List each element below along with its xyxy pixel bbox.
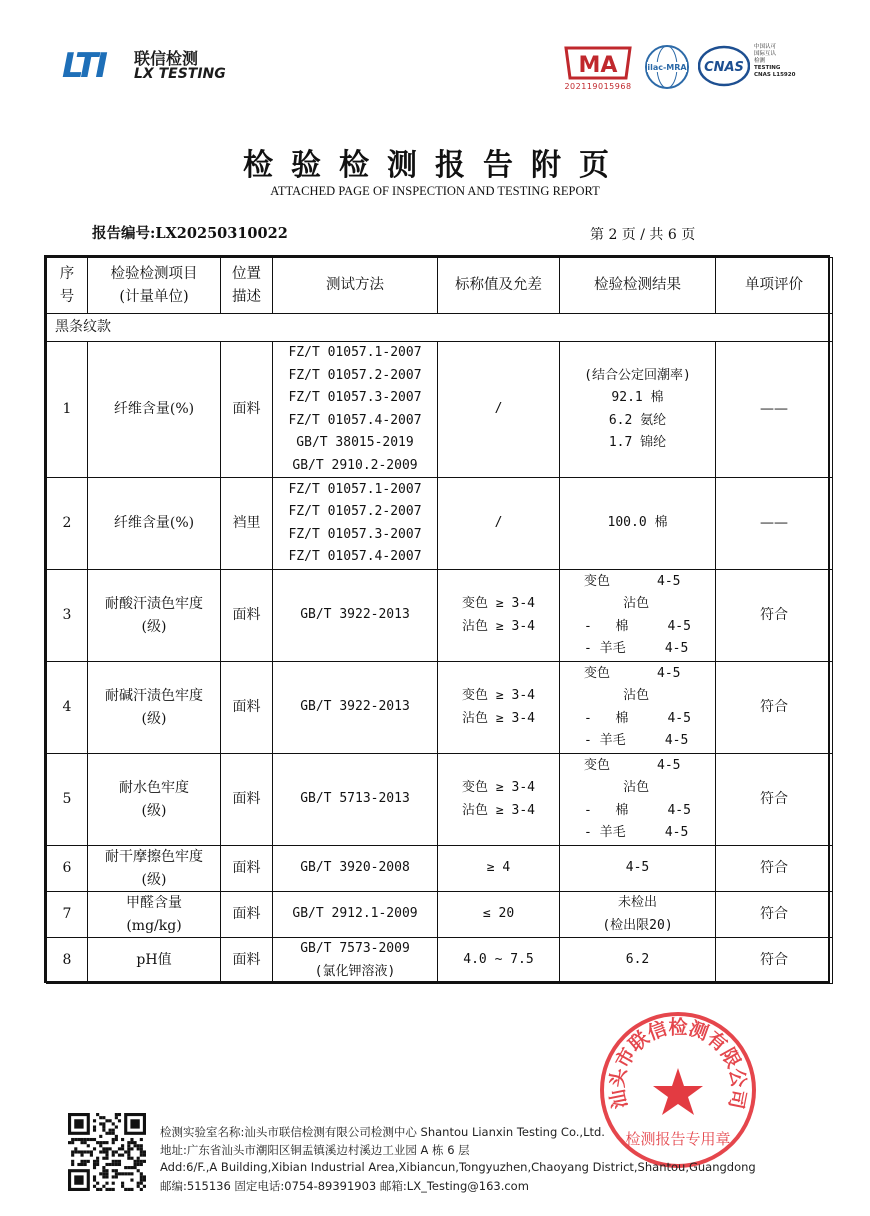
cell-nominal-line: 变色 ≥ 3-4 <box>462 688 535 703</box>
cell-result-line: 变色 4-5 <box>584 757 681 773</box>
table-row <box>47 892 833 938</box>
cell-item-line: (级) <box>141 710 167 727</box>
report-number <box>92 222 288 243</box>
cell-item <box>88 846 221 892</box>
cell-method-line: GB/T 7573-2009 <box>300 941 410 956</box>
cell-item-line: 耐酸汗渍色牢度 <box>105 596 203 612</box>
cell-result-line: - 羊毛 4-5 <box>584 825 689 840</box>
cell-no: 4 <box>47 662 88 754</box>
cell-method-line: FZ/T 01057.2-2007 <box>288 367 422 383</box>
footer-contact: 邮编:515136 固定电话:0754-89391903 邮箱:LX_Testing@163.com <box>160 1179 529 1193</box>
cell-method-line: FZ/T 01057.2-2007 <box>288 504 422 519</box>
cell-item <box>88 570 221 662</box>
cell-item-line: (级) <box>141 618 167 635</box>
cell-method <box>273 754 438 846</box>
cell-result <box>560 478 716 570</box>
cma-icon <box>560 44 636 82</box>
results-table <box>44 255 830 983</box>
cell-result-line: 92.1 棉 <box>611 390 664 405</box>
cell-nominal <box>438 754 560 846</box>
cell-position: 面料 <box>221 892 273 938</box>
cell-method-line: GB/T 2910.2-2009 <box>292 457 418 473</box>
cell-position: 面料 <box>221 342 273 478</box>
cell-eval: 符合 <box>716 570 833 662</box>
cnas-icon <box>698 44 750 88</box>
cell-method-line: GB/T 2912.1-2009 <box>292 906 418 922</box>
table-row <box>47 754 833 846</box>
cell-position: 面料 <box>221 938 273 984</box>
cell-result-line: (结合公定回潮率) <box>584 367 691 383</box>
cell-method-line: FZ/T 01057.3-2007 <box>288 526 422 542</box>
cell-method <box>273 342 438 478</box>
table-row <box>47 570 833 662</box>
official-seal <box>598 1010 758 1170</box>
svg-text:CNAS: CNAS <box>704 60 744 75</box>
cell-result <box>560 846 716 892</box>
footer-address-cn: 地址:广东省汕头市潮阳区铜盂镇溪边村溪边工业园 A 栋 6 层 <box>160 1143 470 1157</box>
cell-result <box>560 938 716 984</box>
cell-result-line: - 棉 4-5 <box>584 802 691 818</box>
cell-nominal <box>438 342 560 478</box>
qr-code <box>68 1113 146 1191</box>
cnas-line: 检测 <box>754 58 766 64</box>
group-label: 黑条纹款 <box>47 314 833 342</box>
cell-item <box>88 754 221 846</box>
page-number: 第 2 页 / 共 6 页 <box>590 227 696 243</box>
cell-position: 面料 <box>221 846 273 892</box>
cell-no: 5 <box>47 754 88 846</box>
cell-result-line: 6.2 <box>625 952 650 968</box>
cell-result-line: 1.7 锦纶 <box>608 435 667 450</box>
cell-item-line: 纤维含量(%) <box>113 401 195 418</box>
cell-nominal-line: 沾色 ≥ 3-4 <box>462 710 535 726</box>
report-number-value: LX20250310022 <box>155 225 288 242</box>
cell-method <box>273 846 438 892</box>
footer-lab-name: 检测实验室名称:汕头市联信检测有限公司检测中心 Shantou Lianxin Testing Co.,Ltd. <box>160 1125 605 1139</box>
cell-method-line: GB/T 3922-2013 <box>300 699 410 715</box>
table-row <box>47 342 833 478</box>
cell-nominal <box>438 892 560 938</box>
lx-testing-logo <box>62 44 232 86</box>
cell-result-line: 4-5 <box>625 860 650 876</box>
ilac-globe-icon <box>644 44 690 90</box>
lx-logo-name-cn: 联信检测 <box>134 49 199 68</box>
cell-item-line: (级) <box>141 871 167 888</box>
cell-no: 3 <box>47 570 88 662</box>
cell-item-line: 纤维含量(%) <box>113 515 195 532</box>
cell-item-line: 甲醛含量 <box>126 895 182 911</box>
table-header-row <box>47 258 833 314</box>
cell-item-line: 耐干摩擦色牢度 <box>105 849 203 865</box>
cell-result-line: 沾色 <box>584 688 650 703</box>
cell-eval: 符合 <box>716 846 833 892</box>
qr-code-icon <box>68 1113 146 1191</box>
col-header-no: 序 号 <box>47 258 88 314</box>
cnas-logo <box>698 44 750 88</box>
cell-result <box>560 662 716 754</box>
footer-address-en: Add:6/F.,A Building,Xibian Industrial Area,Xibiancun,Tongyuzhen,Chaoyang District,Shantou,Guangdong <box>160 1160 756 1174</box>
cell-method-line: GB/T 5713-2013 <box>300 791 410 807</box>
cell-nominal <box>438 846 560 892</box>
cell-nominal-line: 变色 ≥ 3-4 <box>462 780 535 795</box>
cell-position: 面料 <box>221 754 273 846</box>
cell-nominal <box>438 570 560 662</box>
cell-method-line: FZ/T 01057.4-2007 <box>288 412 422 428</box>
svg-text:汕头市联信检测有限公司: 汕头市联信检测有限公司 <box>606 1016 750 1111</box>
cell-eval: —— <box>716 478 833 570</box>
cell-nominal-line: / <box>494 515 503 531</box>
table-row <box>47 938 833 984</box>
cell-result-line: 变色 4-5 <box>584 665 681 681</box>
cell-item-line: (mg/kg) <box>126 917 182 934</box>
cell-method-line: (氯化钾溶液) <box>314 963 396 979</box>
report-number-label: 报告编号: <box>92 225 156 242</box>
svg-text:MA: MA <box>578 53 618 78</box>
cell-result-line: 6.2 氨纶 <box>608 412 667 428</box>
cell-eval: —— <box>716 342 833 478</box>
cnas-line: TESTING <box>754 65 781 71</box>
table-row <box>47 846 833 892</box>
cell-item <box>88 478 221 570</box>
cell-result-line: - 棉 4-5 <box>584 710 691 726</box>
page-title: 检验检测报告附页 <box>243 148 627 183</box>
cell-item <box>88 938 221 984</box>
col-header-nominal: 标称值及允差 <box>438 258 560 314</box>
cell-item <box>88 342 221 478</box>
cell-eval: 符合 <box>716 754 833 846</box>
svg-text:检测报告专用章: 检测报告专用章 <box>625 1130 731 1148</box>
cell-no: 2 <box>47 478 88 570</box>
lx-logo-name-en: LX TESTING <box>134 66 226 82</box>
cell-nominal-line: 4.0 ~ 7.5 <box>463 952 534 968</box>
cell-nominal <box>438 662 560 754</box>
cell-nominal-line: ≤ 20 <box>482 906 515 922</box>
cma-logo <box>560 44 636 94</box>
cell-result-line: 100.0 棉 <box>607 515 668 531</box>
table-row <box>47 478 833 570</box>
cell-position: 面料 <box>221 662 273 754</box>
cma-number: 202119015968 <box>564 82 632 91</box>
cell-item <box>88 662 221 754</box>
cell-no: 7 <box>47 892 88 938</box>
cell-method-line: FZ/T 01057.1-2007 <box>288 481 422 497</box>
table-group-row <box>47 314 833 342</box>
cell-result-line: 沾色 <box>584 596 650 611</box>
cell-eval: 符合 <box>716 938 833 984</box>
lx-logo-mark: LTI <box>62 46 105 86</box>
cell-result <box>560 754 716 846</box>
col-header-position: 位置 描述 <box>221 258 273 314</box>
svg-text:ilac-MRA: ilac-MRA <box>647 63 687 72</box>
cell-result-line: - 羊毛 4-5 <box>584 641 689 656</box>
cell-result-line: - 棉 4-5 <box>584 618 691 634</box>
cell-result <box>560 342 716 478</box>
cell-method-line: FZ/T 01057.3-2007 <box>288 390 422 405</box>
page-subtitle: ATTACHED PAGE OF INSPECTION AND TESTING REPORT <box>270 184 600 198</box>
col-header-result: 检验检测结果 <box>560 258 716 314</box>
cell-nominal-line: / <box>494 401 503 417</box>
cell-item-line: pH值 <box>136 952 172 969</box>
cell-method-line: FZ/T 01057.1-2007 <box>288 345 422 360</box>
col-header-method: 测试方法 <box>273 258 438 314</box>
cell-method <box>273 662 438 754</box>
cell-nominal-line: 沾色 ≥ 3-4 <box>462 802 535 818</box>
cell-no: 6 <box>47 846 88 892</box>
cell-no: 8 <box>47 938 88 984</box>
cell-method-line: GB/T 3922-2013 <box>300 607 410 623</box>
cell-result-line: 沾色 <box>584 780 650 795</box>
cell-result-line: (检出限20) <box>602 917 673 933</box>
cell-result-line: 变色 4-5 <box>584 573 681 589</box>
col-header-eval: 单项评价 <box>716 258 833 314</box>
seal-stamp-icon <box>598 1010 758 1170</box>
cnas-line: CNAS L15920 <box>754 72 796 78</box>
cell-position: 面料 <box>221 570 273 662</box>
cell-nominal <box>438 938 560 984</box>
cell-result-line: 未检出 <box>617 895 657 910</box>
cell-position: 裆里 <box>221 478 273 570</box>
cell-method-line: FZ/T 01057.4-2007 <box>288 549 422 564</box>
cell-no: 1 <box>47 342 88 478</box>
cell-method-line: GB/T 3920-2008 <box>300 860 410 876</box>
cell-result <box>560 570 716 662</box>
cell-eval: 符合 <box>716 662 833 754</box>
cell-nominal-line: ≥ 4 <box>486 860 511 876</box>
cell-result <box>560 892 716 938</box>
cell-method <box>273 892 438 938</box>
cell-result-line: - 羊毛 4-5 <box>584 733 689 748</box>
cell-nominal-line: 沾色 ≥ 3-4 <box>462 618 535 634</box>
cnas-side-text <box>754 44 804 79</box>
cell-method <box>273 478 438 570</box>
cell-item-line: 耐碱汗渍色牢度 <box>105 688 203 704</box>
cnas-line: 国际互认 <box>754 51 777 57</box>
cell-nominal <box>438 478 560 570</box>
cell-item-line: 耐水色牢度 <box>119 780 189 796</box>
cell-method-line: GB/T 38015-2019 <box>296 435 414 450</box>
cell-item <box>88 892 221 938</box>
col-header-item: 检验检测项目 (计量单位) <box>88 258 221 314</box>
cell-nominal-line: 变色 ≥ 3-4 <box>462 596 535 611</box>
table-row <box>47 662 833 754</box>
cnas-line: 中国认可 <box>754 44 777 50</box>
cell-eval: 符合 <box>716 892 833 938</box>
cell-item-line: (级) <box>141 802 167 819</box>
cell-method <box>273 938 438 984</box>
cell-method <box>273 570 438 662</box>
ilac-mra-logo <box>644 44 690 90</box>
